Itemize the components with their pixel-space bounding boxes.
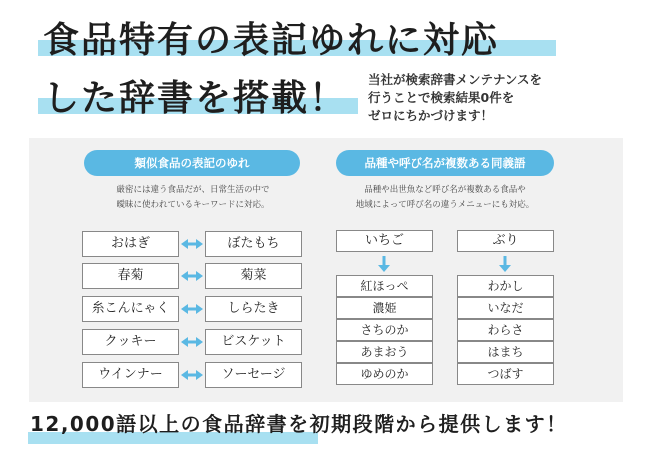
pair-right-box: ぼたもち — [205, 231, 302, 257]
pair-left-box: 糸こんにゃく — [82, 296, 179, 322]
description-line: 地域によって呼び名の違うメニューにも対応。 — [355, 200, 535, 210]
pair-left-box: 春菊 — [82, 263, 179, 289]
down-arrow-icon — [378, 256, 390, 272]
synonym-item-box: 濃姫 — [336, 297, 433, 319]
description-line: 品種や出世魚など呼び名が複数ある食品や — [364, 185, 526, 195]
description-line: 厳密には違う食品だが、日常生活の中で — [116, 185, 270, 195]
double-arrow-icon — [181, 296, 203, 322]
note — [368, 71, 638, 125]
note-line: ゼロにちかづけます！ — [368, 108, 494, 123]
note-line: 行うことで検索結果0件を — [368, 90, 515, 105]
synonym-item-box: ゆめのか — [336, 363, 433, 385]
double-arrow-icon — [181, 231, 203, 257]
pair-right-box: 菊菜 — [205, 263, 302, 289]
synonym-item-box: 紅ほっぺ — [336, 275, 433, 297]
synonym-item-box: いなだ — [457, 297, 554, 319]
left-section-title: 類似食品の表記のゆれ — [84, 150, 300, 176]
synonym-head-box: ぶり — [457, 230, 554, 252]
synonym-head-box: いちご — [336, 230, 433, 252]
down-arrow-icon — [499, 256, 511, 272]
double-arrow-icon — [181, 362, 203, 388]
synonym-item-box: つばす — [457, 363, 554, 385]
headline-line-1: 食品特有の表記ゆれに対応 — [43, 20, 500, 61]
pair-left-box: クッキー — [82, 329, 179, 355]
synonym-item-box: はまち — [457, 341, 554, 363]
synonym-item-box: さちのか — [336, 319, 433, 341]
synonym-item-box: わらさ — [457, 319, 554, 341]
synonym-item-box: わかし — [457, 275, 554, 297]
double-arrow-icon — [181, 329, 203, 355]
pair-right-box: ソーセージ — [205, 362, 302, 388]
synonym-item-box: あまおう — [336, 341, 433, 363]
right-section-title: 品種や呼び名が複数ある同義語 — [336, 150, 554, 176]
pair-left-box: ウインナー — [82, 362, 179, 388]
pair-left-box: おはぎ — [82, 231, 179, 257]
pair-right-box: しらたき — [205, 296, 302, 322]
description-line: 曖昧に使われているキーワードに対応。 — [116, 200, 270, 210]
left-section-description — [84, 183, 302, 213]
note-line: 当社が検索辞書メンテナンスを — [368, 72, 543, 87]
double-arrow-icon — [181, 263, 203, 289]
footer-tagline: 12,000語以上の食品辞書を初期段階から提供します！ — [30, 412, 568, 436]
right-section-description — [334, 183, 556, 213]
headline-line-2: した辞書を搭載！ — [43, 78, 348, 119]
pair-right-box: ビスケット — [205, 329, 302, 355]
